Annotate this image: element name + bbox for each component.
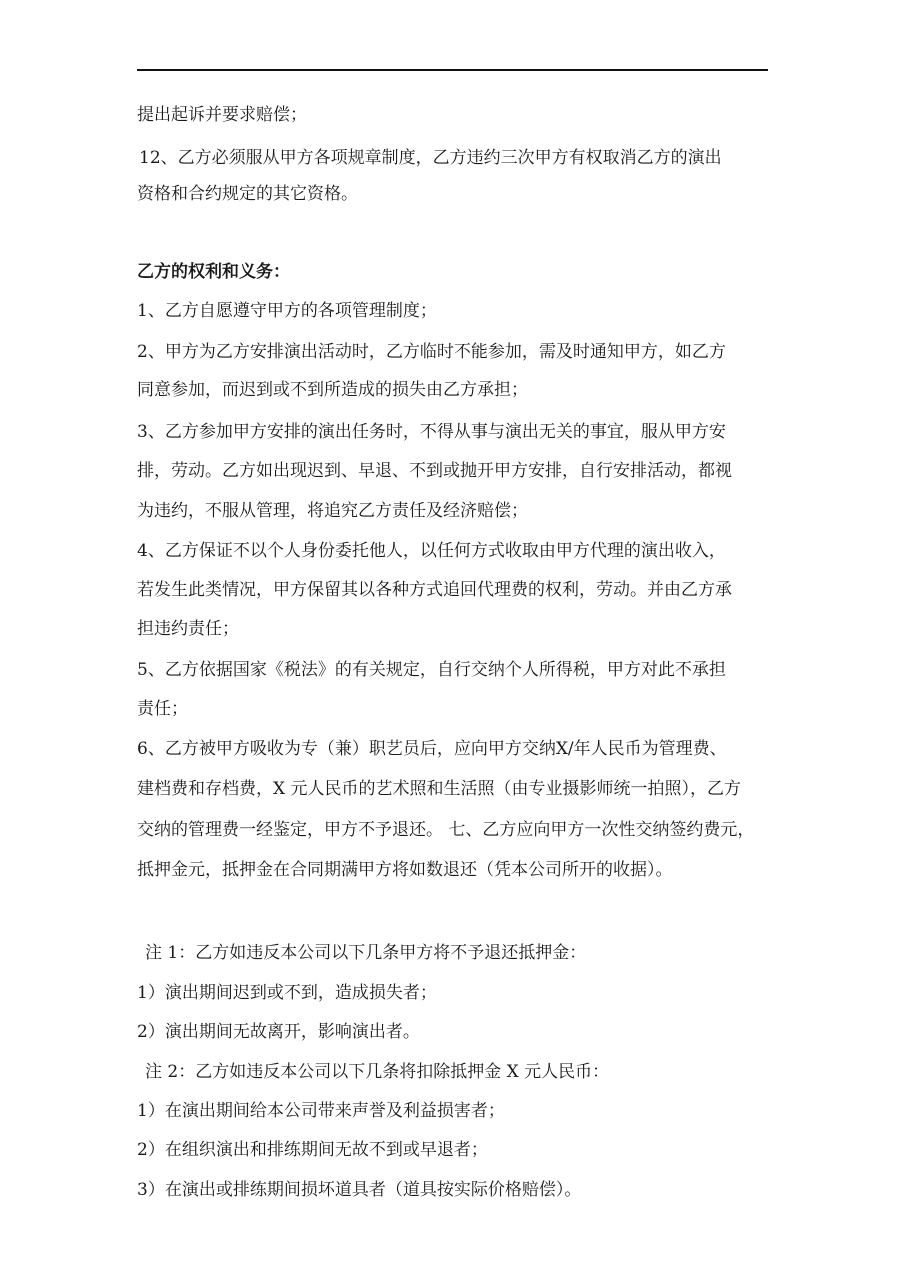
text-line: 为违约，不服从管理，将追究乙方责任及经济赔偿；: [137, 501, 528, 521]
clause-1: 1、乙方自愿遵守甲方的各项管理制度；: [137, 301, 437, 321]
list-item: 2）演出期间无故离开，影响演出者。: [137, 1022, 420, 1042]
text-line: 责任；: [137, 699, 188, 719]
note-2: 注 2：乙方如违反本公司以下几条将扣除抵押金 X 元人民币：: [145, 1062, 610, 1082]
header-rule: [137, 69, 768, 71]
note-1: 注 1：乙方如违反本公司以下几条甲方将不予退还抵押金：: [145, 943, 587, 963]
list-item: 2）在组织演出和排练期间无故不到或早退者；: [137, 1140, 488, 1160]
text-line: 交纳的管理费一经鉴定，甲方不予退还。 七、乙方应向甲方一次性交纳签约费元，: [137, 820, 755, 840]
text-line: 提出起诉并要求赔偿；: [137, 105, 307, 125]
clause-4: 4、乙方保证不以个人身份委托他人，以任何方式收取由甲方代理的演出收入，: [137, 541, 726, 561]
text-line: 资格和合约规定的其它资格。: [137, 184, 358, 204]
clause-5: 5、乙方依据国家《税法》的有关规定，自行交纳个人所得税，甲方对此不承担: [137, 660, 726, 680]
clause-3: 3、乙方参加甲方安排的演出任务时，不得从事与演出无关的事宜，服从甲方安: [137, 422, 726, 442]
text-line: 若发生此类情况，甲方保留其以各种方式追回代理费的权利，劳动。并由乙方承: [137, 580, 732, 600]
list-item: 3）在演出或排练期间损坏道具者（道具按实际价格赔偿）。: [137, 1180, 582, 1200]
list-item: 1）演出期间迟到或不到，造成损失者；: [137, 983, 437, 1003]
clause-2: 2、甲方为乙方安排演出活动时，乙方临时不能参加，需及时通知甲方，如乙方: [137, 342, 726, 362]
clause-12: 12、乙方必须服从甲方各项规章制度，乙方违约三次甲方有权取消乙方的演出: [139, 148, 722, 168]
list-item: 1）在演出期间给本公司带来声誉及利益损害者；: [137, 1101, 505, 1121]
text-line: 担违约责任；: [137, 619, 239, 639]
text-line: 抵押金元，抵押金在合同期满甲方将如数退还（凭本公司所开的收据）。: [137, 860, 673, 880]
text-line: 建档费和存档费，X 元人民币的艺术照和生活照（由专业摄影师统一拍照），乙方: [137, 779, 742, 799]
clause-6: 6、乙方被甲方吸收为专（兼）职艺员后，应向甲方交纳X/年人民币为管理费、: [137, 739, 727, 759]
text-line: 同意参加，而迟到或不到所造成的损失由乙方承担；: [137, 380, 528, 400]
text-line: 排，劳动。乙方如出现迟到、早退、不到或抛开甲方安排，自行安排活动，都视: [137, 461, 732, 481]
section-heading: 乙方的权利和义务：: [137, 262, 290, 282]
